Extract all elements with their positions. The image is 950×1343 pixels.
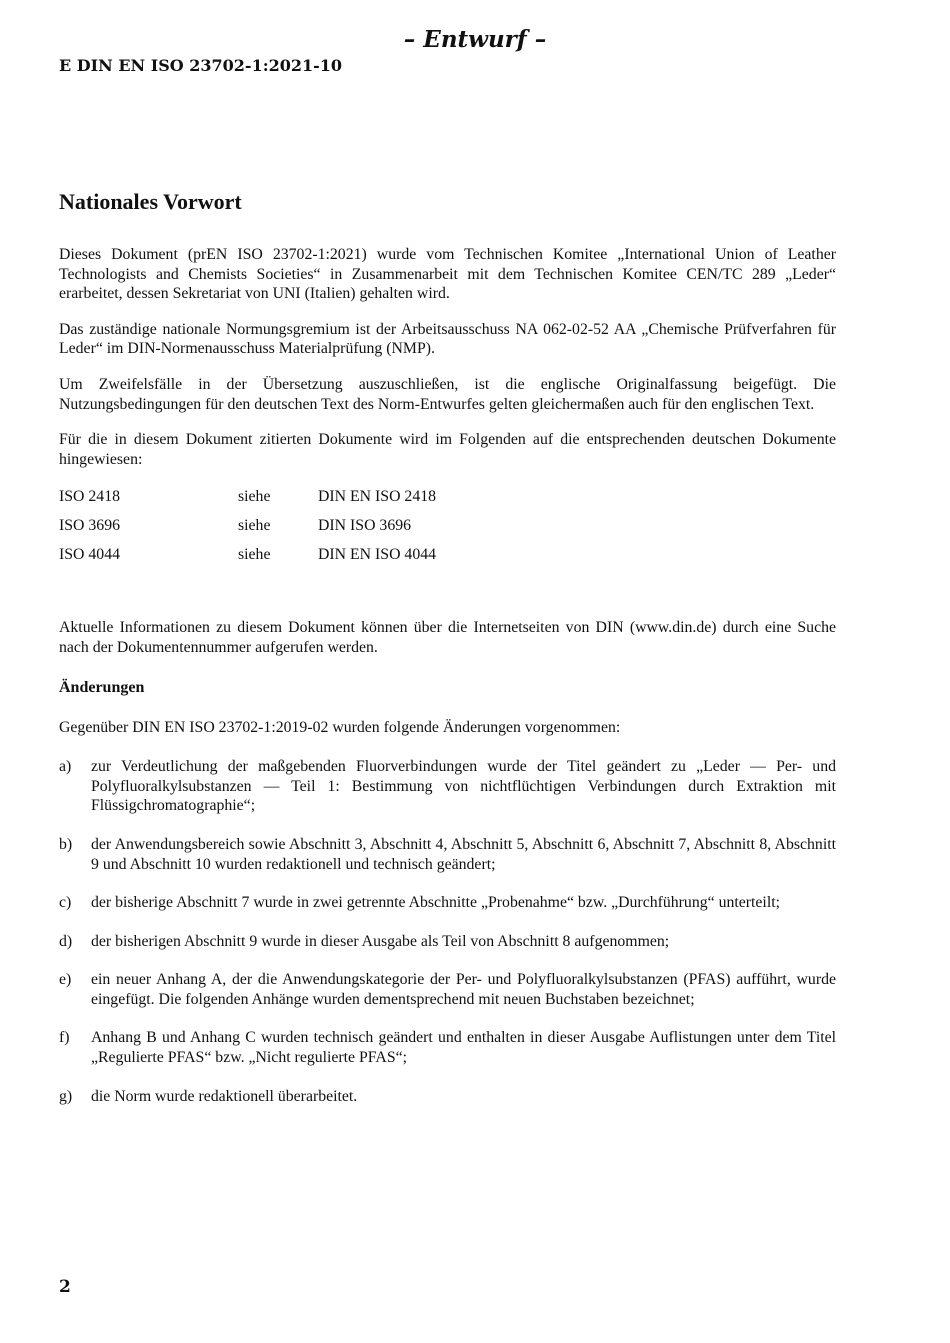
list-item [59, 932, 836, 952]
list-item [59, 757, 836, 816]
list-item [59, 835, 836, 874]
document-id: E DIN EN ISO 23702-1:2021-10 [59, 56, 343, 75]
reference-row [59, 545, 836, 574]
list-item-text: zur Verdeutlichung der maßgebenden Fluorverbindungen wurde der Titel geändert zu „Leder — Per- und Polyfluoralkylsubstanzen — Teil 1: Bestimmung von nichtflüchtigen Verbindungen durch Extraktion mit Flüssigchromatographie“; [91, 758, 836, 815]
changes-heading: Änderungen [59, 678, 145, 696]
list-item-text: die Norm wurde redaktionell überarbeitet. [91, 1087, 358, 1105]
reference-din: DIN ISO 3696 [318, 517, 412, 535]
reference-iso: ISO 2418 [59, 488, 120, 506]
draft-label: – Entwurf – [403, 26, 547, 53]
reference-table [59, 487, 836, 574]
list-item-text: der bisherige Abschnitt 7 wurde in zwei getrennte Abschnitte „Probenahme“ bzw. „Durchführung“ unterteilt; [91, 894, 780, 912]
list-item-label: b) [59, 835, 73, 853]
reference-see: siehe [238, 488, 271, 506]
list-item [59, 893, 836, 913]
paragraph: Für die in diesem Dokument zitierten Dokumente wird im Folgenden auf die entsprechenden deutschen Dokumente hingewiesen: [59, 431, 836, 468]
changes-list [59, 757, 836, 1106]
list-item-text: der Anwendungsbereich sowie Abschnitt 3, Abschnitt 4, Abschnitt 5, Abschnitt 6, Abschnitt 7, Abschnitt 8, Abschnitt 9 und Abschnitt 10 wurden redaktionell und technisch geändert; [91, 835, 836, 873]
reference-din: DIN EN ISO 4044 [318, 546, 437, 564]
reference-iso: ISO 4044 [59, 546, 120, 564]
list-item-label: a) [59, 758, 72, 776]
reference-din: DIN EN ISO 2418 [318, 488, 437, 506]
list-item-text: ein neuer Anhang A, der die Anwendungskategorie der Per- und Polyfluoralkylsubstanzen (PFAS) aufführt, wurde eingefügt. Die folgenden Anhänge wurden dementsprechend mit neuen Buchstaben bezeichnet; [91, 971, 836, 1008]
paragraph: Dieses Dokument (prEN ISO 23702-1:2021) wurde vom Technischen Komitee „International Union of Leather Technologists and Chemists Societies“ in Zusammenarbeit mit dem Technischen Komitee CEN/TC 289 „Leder“ erarbeitet, dessen Sekretariat von UNI (Italien) gehalten wird. [59, 246, 836, 303]
paragraph: Um Zweifelsfälle in der Übersetzung auszuschließen, ist die englische Originalfassung beigefügt. Die Nutzungsbedingungen für den deutschen Text des Norm-Entwurfes gelten gleichermaßen auch für den englischen Text. [59, 375, 836, 413]
paragraph: Das zuständige nationale Normungsgremium ist der Arbeitsausschuss NA 062-02-52 AA „Chemische Prüfverfahren für Leder“ im DIN-Normenausschuss Materialprüfung (NMP). [59, 320, 836, 358]
page-content [59, 187, 836, 1125]
reference-row [59, 487, 836, 516]
list-item-label: e) [59, 971, 72, 989]
list-item-text: der bisherigen Abschnitt 9 wurde in dieser Ausgabe als Teil von Abschnitt 8 aufgenommen; [91, 932, 670, 950]
list-item [59, 1087, 836, 1107]
info-paragraph: Aktuelle Informationen zu diesem Dokument können über die Internetseiten von DIN (www.din.de) durch eine Suche nach der Dokumentennummer aufgerufen werden. [59, 619, 836, 656]
list-item-label: d) [59, 932, 73, 950]
reference-iso: ISO 3696 [59, 517, 120, 535]
reference-see: siehe [238, 517, 271, 535]
list-item-label: f) [59, 1029, 70, 1047]
list-item-label: g) [59, 1087, 73, 1105]
list-item [59, 1028, 836, 1067]
reference-row [59, 516, 836, 545]
page-number: 2 [59, 1277, 71, 1297]
list-item [59, 970, 836, 1009]
section-title: Nationales Vorwort [59, 189, 242, 214]
list-item-text: Anhang B und Anhang C wurden technisch geändert und enthalten in dieser Ausgabe Auflistungen unter dem Titel „Regulierte PFAS“ bzw. „Nicht regulierte PFAS“; [91, 1029, 836, 1067]
reference-see: siehe [238, 546, 271, 564]
changes-intro: Gegenüber DIN EN ISO 23702-1:2019-02 wurden folgende Änderungen vorgenommen: [59, 718, 621, 736]
list-item-label: c) [59, 894, 72, 912]
